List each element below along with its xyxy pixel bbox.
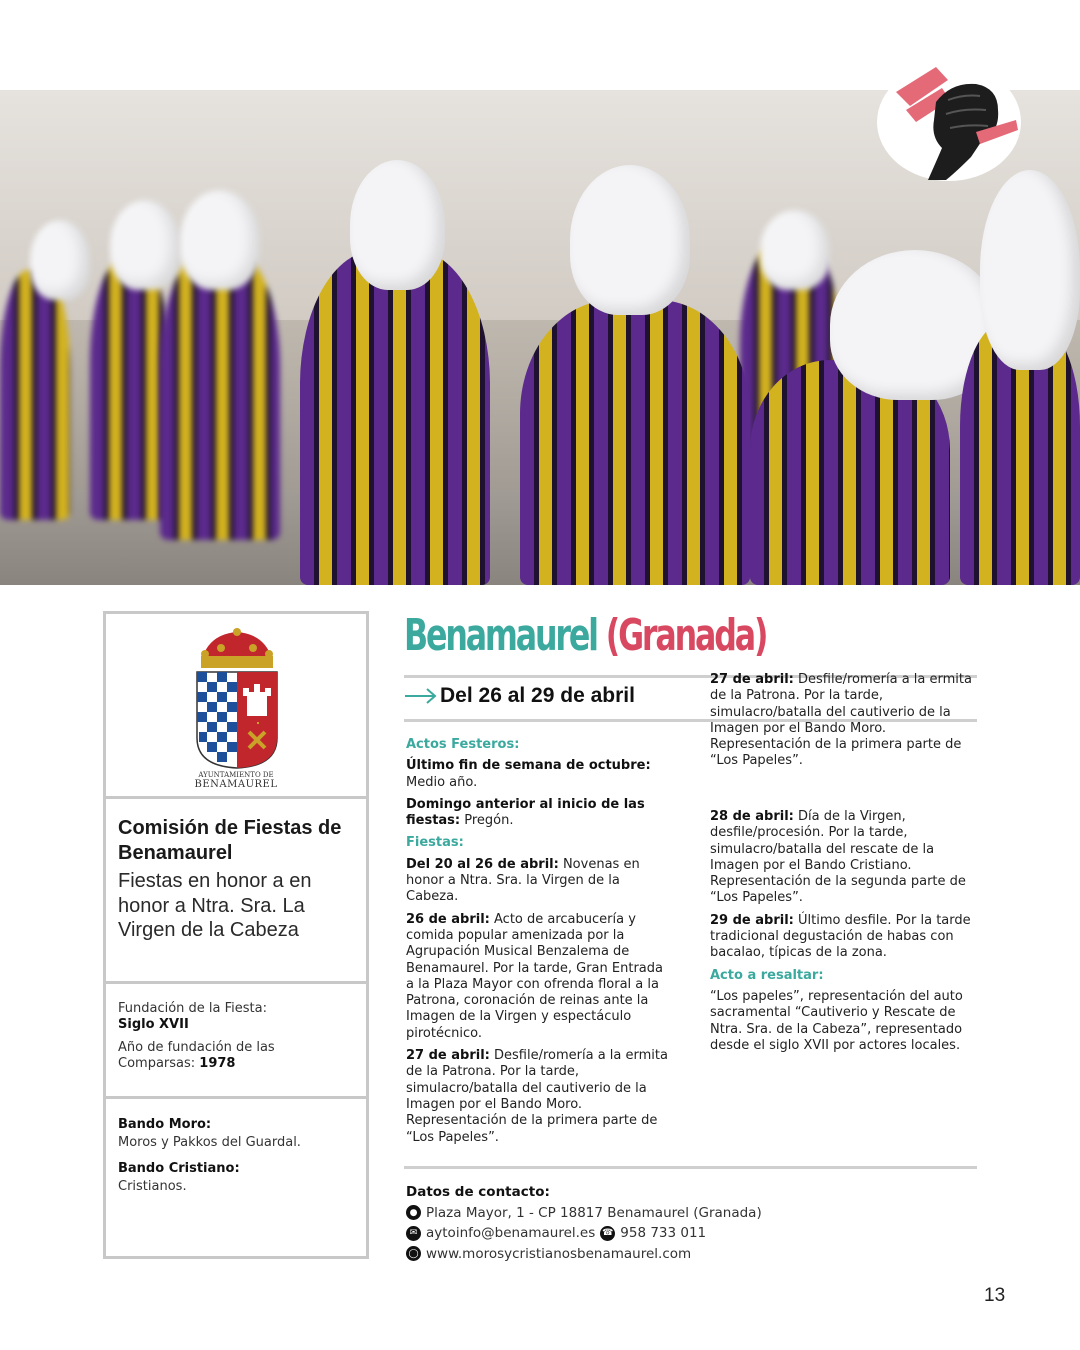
acto-resaltar-text: “Los papeles”, representación del auto sacramental “Cautiverio y Rescate de Ntra. Sra. de la Cabeza”, representado desde el siglo XVII por actores locales.: [710, 988, 963, 1053]
bands-panel: [106, 1102, 366, 1256]
contact-address-text: Plaza Mayor, 1 - CP 18817 Benamaurel (Granada): [426, 1204, 762, 1221]
commission-panel: [106, 802, 366, 984]
foundation-panel: [106, 987, 366, 1099]
program-item: Del 20 al 26 de abril: Novenas en honor a Ntra. Sra. la Virgen de la Cabeza.: [406, 856, 640, 905]
band-cristiano-label: Bando Cristiano:: [118, 1161, 240, 1176]
band-moro-value: Moros y Pakkos del Guardal.: [118, 1135, 301, 1150]
contact-divider: [404, 1166, 977, 1169]
location-pin-icon: ●: [406, 1205, 421, 1220]
globe-icon: ◯: [406, 1246, 421, 1261]
figure-hood: [350, 160, 445, 290]
coat-of-arms-panel: [106, 614, 366, 799]
section-fiestas: Fiestas:: [406, 835, 464, 851]
band-cristiano-value: Cristianos.: [118, 1179, 187, 1194]
program-column-1: [406, 737, 671, 1145]
commission-name: Comisión de Fiestas de Benamaurel: [118, 817, 342, 864]
foundation-fiesta-label: Fundación de la Fiesta:: [118, 1001, 267, 1016]
program-column-2: [710, 672, 980, 1060]
band-moro-label: Bando Moro:: [118, 1117, 212, 1132]
section-actos-festeros: Actos Festeros:: [406, 737, 520, 752]
contact-web: [406, 1244, 762, 1265]
program-item: Domingo anterior al inicio de las fiestas: Pregón.: [406, 796, 645, 829]
contact-address: [406, 1203, 762, 1224]
figure-robe: [0, 270, 70, 520]
figure-robe: [160, 250, 280, 540]
coat-caption-small: AYUNTAMIENTO DE: [198, 771, 274, 779]
fist-logo-icon: [876, 62, 1022, 182]
foundation-fiesta: [118, 1001, 354, 1033]
page-number: 13: [984, 1285, 1006, 1306]
figure-robe: [300, 250, 490, 585]
figure-robe: [520, 300, 750, 585]
foundation-comparsas-label: Año de fundación de las Comparsas:: [118, 1040, 275, 1071]
contact-email[interactable]: aytoinfo@benamaurel.es: [426, 1225, 596, 1241]
email-icon: ✉: [406, 1226, 421, 1241]
program-item: 28 de abril: Día de la Virgen, desfile/procesión. Por la tarde, simulacro/batalla del rescate de la Imagen por el Bando Cristiano. Representación de la segunda parte de “Los Papeles”.: [710, 809, 966, 906]
title-province: (Granada): [605, 610, 767, 661]
phone-icon: ☎: [600, 1226, 615, 1241]
coat-caption: [106, 771, 366, 789]
coat-of-arms-icon: [191, 628, 283, 773]
contact-phone[interactable]: 958 733 011: [620, 1225, 707, 1241]
figure-hood: [30, 220, 90, 300]
figure-robe: [90, 260, 170, 520]
page-title: [404, 603, 766, 669]
dates-line: [404, 684, 635, 708]
coat-caption-big: BENAMAUREL: [194, 779, 278, 790]
program-item: 26 de abril: Acto de arcabucería y comida popular amenizada por la Agrupación Musical Benzalema de Benamaurel. Por la tarde, Gran Entrada a la Plaza Mayor con ofrenda floral a la Patrona, coronación de reinas ante la Imagen de la Virgen y espectáculo pirotécnico.: [406, 911, 663, 1041]
program-item: 27 de abril: Desfile/romería a la ermita de la Patrona. Por la tarde, simulacro/batalla del cautiverio de la Imagen por el Bando Moro. Representación de la primera parte de “Los Papeles”.: [406, 1048, 668, 1145]
figure-hood: [570, 165, 690, 315]
figure-hood: [760, 210, 830, 290]
program-item: Último fin de semana de octubre: Medio año.: [406, 758, 651, 790]
contact-website[interactable]: www.morosycristianosbenamaurel.com: [426, 1245, 692, 1262]
program-item: 29 de abril: Último desfile. Por la tarde tradicional degustación de habas con bacalao, típicas de la zona.: [710, 912, 971, 961]
contact-heading: Datos de contacto:: [406, 1184, 550, 1200]
contact-email-phone: [406, 1223, 762, 1244]
figure-hood: [110, 200, 180, 290]
figure-hood: [180, 190, 260, 290]
commission-description: Fiestas en honor a en honor a Ntra. Sra. La Virgen de la Cabeza: [118, 870, 312, 941]
foundation-comparsas: [118, 1040, 354, 1072]
section-acto-resaltar: Acto a resaltar:: [710, 967, 824, 983]
program-item-continued: 27 de abril: Desfile/romería a la ermita de la Patrona. Por la tarde, simulacro/batalla del cautiverio de la Imagen por el Bando Moro. Representación de la primera parte de “Los Papeles”.: [710, 672, 972, 769]
foundation-fiesta-value: Siglo XVII: [118, 1017, 189, 1032]
contact-block: [406, 1182, 762, 1264]
figure-hood: [980, 170, 1080, 370]
arrow-right-icon: [404, 686, 438, 706]
foundation-comparsas-value: 1978: [199, 1056, 236, 1071]
festival-dates: Del 26 al 29 de abril: [440, 684, 635, 707]
title-town: Benamaurel: [404, 610, 597, 661]
info-sidebar: [103, 611, 369, 1259]
